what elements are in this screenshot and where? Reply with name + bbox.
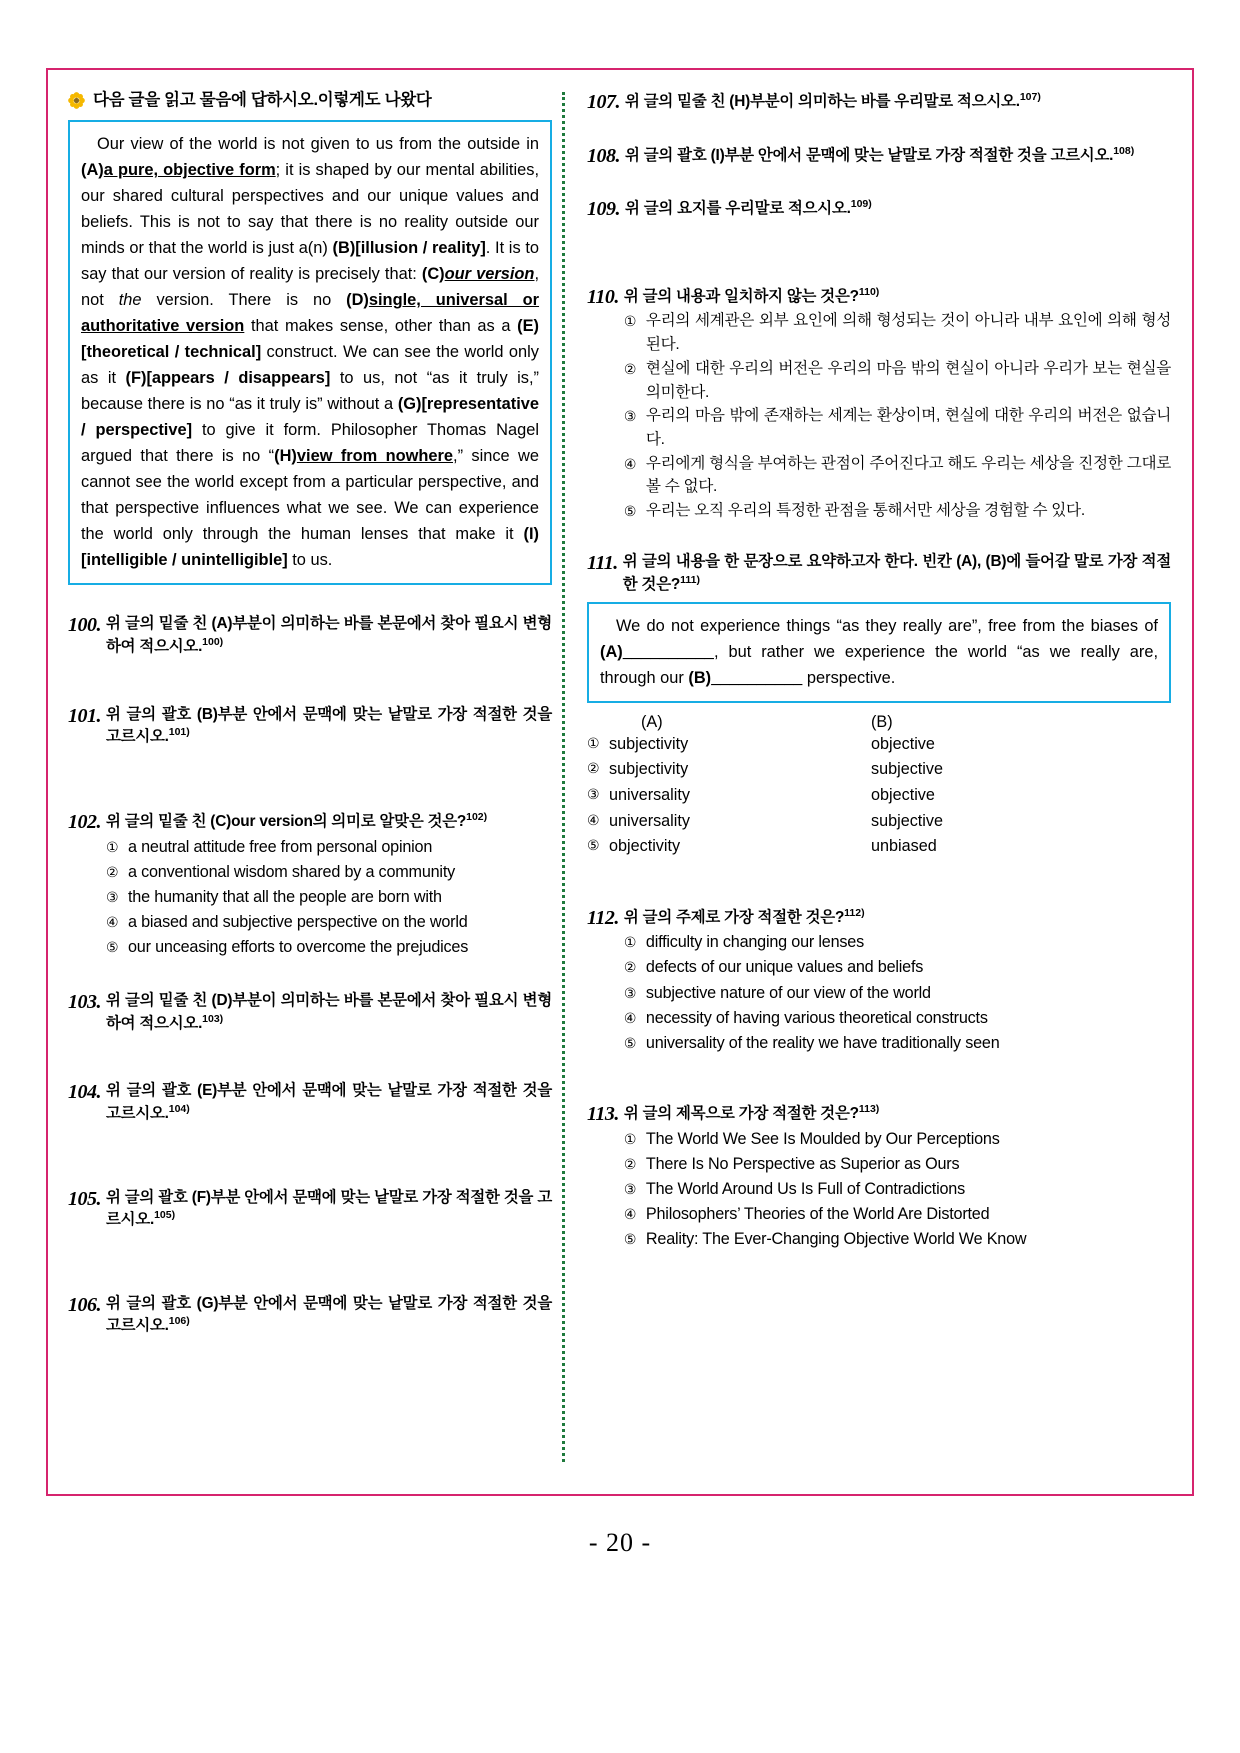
- ab-option-row[interactable]: [587, 732, 1171, 758]
- option-item[interactable]: [624, 1152, 1171, 1177]
- question-number: 102.: [68, 810, 101, 833]
- question-stem: 위 글의 괄호 (I)부분 안에서 문맥에 맞는 낱말로 가장 적절한 것을 고르시오.$^{108)}$: [625, 144, 1135, 164]
- question-stem: 위 글의 주제로 가장 적절한 것은?$^{112)}$: [623, 906, 865, 926]
- question-number: 104.: [68, 1081, 101, 1104]
- ab-option-row[interactable]: [587, 783, 1171, 809]
- question-stem-text: 위 글의 밑줄 친 (A)부분이 의미하는 바를 본문에서 찾아 필요시 변형하여 적으시오.: [106, 615, 552, 656]
- option-marker: ③: [623, 984, 637, 1001]
- question-109: [587, 197, 1171, 223]
- passage-run: ,” since we cannot see the world except from a particular perspective, and that perspective influences what we see. We can experience the world only through the human lenses that make it: [81, 447, 539, 544]
- question-102: [68, 810, 552, 960]
- question-100: [68, 613, 552, 657]
- option-text: the humanity that all the people are born with: [128, 887, 442, 906]
- question-number: 106.: [68, 1293, 101, 1316]
- question-stem: 위 글의 밑줄 친 (H)부분이 의미하는 바를 우리말로 적으시오.$^{107)}$: [625, 91, 1041, 111]
- option-marker: ⑤: [623, 502, 637, 519]
- passage-run: to us, not “as it truly is,” because there is no “as it truly is” without a: [81, 369, 539, 414]
- option-list: [624, 309, 1171, 523]
- ab-option-rows: [587, 732, 1171, 860]
- left-column: [46, 68, 562, 1496]
- passage-label: (E)[theoretical / technical]: [81, 317, 540, 362]
- question-footnote: 104): [168, 1102, 190, 1115]
- option-item[interactable]: [624, 955, 1171, 980]
- question-stem: [106, 704, 552, 748]
- reading-passage-text: [81, 131, 539, 573]
- question-stem: [106, 810, 552, 833]
- question-number: 107.: [587, 91, 620, 113]
- question-stem: 위 글의 제목으로 가장 적절한 것은?$^{113)}$: [623, 1102, 880, 1123]
- passage-label: (I)[intelligible / unintelligible]: [81, 525, 539, 570]
- option-text: necessity of having various theoretical constructs: [645, 1008, 988, 1027]
- passage-label: (C): [421, 265, 445, 284]
- option-list: [624, 930, 1171, 1056]
- question-footnote: 113): [858, 1102, 880, 1115]
- ab-column-headers: [587, 713, 1171, 732]
- option-marker: ②: [623, 959, 637, 976]
- option-item[interactable]: [106, 860, 552, 885]
- option-marker: ④: [623, 1009, 637, 1026]
- option-item[interactable]: [624, 404, 1171, 451]
- option-text-a: objectivity: [609, 837, 681, 856]
- option-text-b: objective: [871, 785, 935, 804]
- option-item[interactable]: [106, 885, 552, 910]
- option-marker: ①: [623, 313, 637, 330]
- option-text-a: universality: [609, 785, 690, 804]
- option-item[interactable]: [624, 981, 1171, 1006]
- option-text: 우리의 마음 밖에 존재하는 세계는 환상이며, 현실에 대한 우리의 버전은 없습니다.: [645, 407, 1171, 448]
- question-stem-text: 위 글의 괄호 (G)부분 안에서 문맥에 맞는 낱말로 가장 적절한 것을 고르시오.: [106, 1294, 552, 1335]
- question-113: [587, 1102, 1171, 1252]
- option-list: [624, 1127, 1171, 1253]
- option-marker: ③: [587, 785, 600, 802]
- question-stem: [106, 1080, 552, 1124]
- ab-option-row[interactable]: [587, 757, 1171, 783]
- summary-box: [587, 602, 1171, 703]
- answer-blank: __________: [711, 668, 803, 687]
- option-text-a: subjectivity: [609, 760, 689, 779]
- passage-run: version. There is no: [141, 291, 347, 310]
- passage-label: (F)[appears / disappears]: [125, 369, 331, 388]
- question-number: 113.: [587, 1102, 619, 1125]
- option-item[interactable]: [624, 309, 1171, 356]
- option-item[interactable]: [624, 452, 1171, 499]
- answer-blank: __________: [622, 642, 714, 661]
- reading-passage-box: [68, 120, 552, 585]
- option-item[interactable]: [106, 935, 552, 960]
- spacer: [68, 748, 552, 810]
- spacer: [68, 960, 552, 990]
- passage-italic: the: [118, 291, 142, 310]
- option-text-b: unbiased: [871, 837, 937, 856]
- page-content: [46, 68, 1194, 1496]
- passage-run: Our view of the world is not given to us from the outside in: [97, 135, 539, 154]
- option-marker: ④: [587, 811, 600, 828]
- option-marker: ①: [106, 838, 119, 855]
- question-111: [587, 551, 1171, 595]
- passage-run: construct. We can see the world only as it: [81, 343, 539, 388]
- option-item[interactable]: [624, 1177, 1171, 1202]
- option-item[interactable]: [624, 1227, 1171, 1252]
- option-text: Philosophers’ Theories of the World Are Distorted: [645, 1204, 990, 1223]
- question-104: [68, 1080, 552, 1124]
- passage-label: (A): [600, 642, 623, 661]
- question-stem-text: 위 글의 괄호 (E)부분 안에서 문맥에 맞는 낱말로 가장 적절한 것을 고르시오.: [106, 1082, 552, 1123]
- option-text: Reality: The Ever-Changing Objective World We Know: [645, 1230, 1027, 1249]
- question-footnote: 112): [844, 906, 865, 919]
- passage-run: that makes sense, other than as a: [244, 317, 518, 336]
- question-footnote: 101): [168, 726, 190, 739]
- question-footnote: 103): [202, 1012, 224, 1025]
- question-footnote: 107): [1019, 91, 1041, 103]
- option-text: universality of the reality we have traditionally seen: [645, 1033, 1000, 1052]
- passage-run: perspective.: [802, 668, 896, 687]
- option-text: a biased and subjective perspective on the world: [128, 912, 468, 931]
- question-110: [587, 285, 1171, 524]
- option-text: The World Around Us Is Full of Contradictions: [645, 1179, 965, 1198]
- option-item[interactable]: [624, 357, 1171, 404]
- passage-run: ; it is shaped by our mental abilities, our shared cultural perspectives and our unique values and beliefs. This is not to say that there is no reality outside our minds or that the world is just a(n): [81, 161, 539, 258]
- question-footnote: 105): [154, 1209, 176, 1222]
- passage-run: , not: [81, 265, 540, 310]
- question-stem: 위 글의 내용을 한 문장으로 요약하고자 한다. 빈칸 (A), (B)에 들어갈 말로 가장 적절한 것은?$^{111)}$: [622, 553, 1171, 594]
- passage-run: . It is to say that our version of reality is precisely that:: [81, 239, 539, 284]
- question-stem: 위 글의 내용과 일치하지 않는 것은?$^{110)}$: [623, 285, 880, 305]
- option-text: a neutral attitude free from personal opinion: [128, 837, 433, 856]
- option-marker: ⑤: [623, 1231, 637, 1248]
- question-footnote: 108): [1113, 144, 1135, 157]
- question-number: 112.: [587, 906, 619, 929]
- question-number: 105.: [68, 1187, 101, 1210]
- option-text-b: objective: [871, 734, 935, 753]
- option-marker: ③: [623, 1180, 637, 1197]
- passage-label: (B)[illusion / reality]: [332, 239, 486, 258]
- spacer: [68, 1125, 552, 1187]
- question-stem: [106, 990, 552, 1034]
- option-marker: ①: [623, 934, 637, 951]
- question-112: [587, 906, 1171, 1056]
- right-column: [565, 68, 1193, 1496]
- passage-underlined-phrase: view from nowhere: [296, 447, 454, 466]
- option-item[interactable]: [106, 835, 552, 860]
- option-text-a: universality: [609, 811, 690, 830]
- option-list: [106, 835, 552, 961]
- question-stem-text: 위 글의 밑줄 친 (D)부분이 의미하는 바를 본문에서 찾아 필요시 변형하여 적으시오.: [106, 992, 552, 1032]
- instruction-line: [68, 90, 552, 111]
- question-number: 100.: [68, 614, 101, 637]
- option-marker: ②: [106, 863, 119, 880]
- question-footnote: 110): [858, 285, 880, 298]
- option-text: The World We See Is Moulded by Our Perceptions: [645, 1129, 1000, 1148]
- question-number: 110.: [587, 285, 619, 308]
- passage-label: (G)[representative / perspective]: [81, 395, 539, 440]
- option-text-b: subjective: [871, 811, 943, 830]
- question-stem-text: 위 글의 밑줄 친 (C)our version의 의미로 알맞은 것은?: [106, 813, 467, 831]
- passage-underlined-phrase: a pure, objective form: [103, 161, 276, 180]
- option-text-a: subjectivity: [609, 734, 689, 753]
- spacer: [68, 1337, 552, 1377]
- passage-run: to us.: [287, 551, 333, 570]
- question-stem-text: 위 글의 괄호 (B)부분 안에서 문맥에 맞는 낱말로 가장 적절한 것을 고르시오.: [106, 705, 552, 746]
- option-marker: ②: [623, 1155, 637, 1172]
- passage-run: to give it form. Philosopher Thomas Nagel argued that there is no “: [81, 421, 539, 466]
- option-item[interactable]: [624, 499, 1171, 524]
- summary-text: [600, 613, 1158, 691]
- question-stem-text: 위 글의 괄호 (F)부분 안에서 문맥에 맞는 낱말로 가장 적절한 것을 고르시오.: [106, 1188, 552, 1229]
- passage-run: We do not experience things “as they really are”, free from the biases of: [616, 616, 1158, 635]
- option-text: 현실에 대한 우리의 버전은 우리의 마음 밖의 현실이 아니라 우리가 보는 현실을 의미한다.: [645, 359, 1171, 401]
- option-marker: ④: [623, 455, 637, 472]
- question-101: [68, 704, 552, 748]
- option-text: 우리에게 형식을 부여하는 관점이 주어진다고 해도 우리는 세상을 진정한 그대로 볼 수 없다.: [645, 454, 1171, 496]
- option-text: subjective nature of our view of the world: [645, 983, 931, 1002]
- option-item[interactable]: [624, 1202, 1171, 1227]
- option-item[interactable]: [106, 910, 552, 935]
- ab-option-row[interactable]: [587, 809, 1171, 835]
- question-number: 111.: [587, 552, 618, 575]
- spacer: [68, 658, 552, 704]
- question-stem: 위 글의 요지를 우리말로 적으시오.$^{109)}$: [625, 198, 872, 218]
- option-text: 우리는 오직 우리의 특정한 관점을 통해서만 세상을 경험할 수 있다.: [645, 501, 1085, 519]
- option-item[interactable]: [624, 1006, 1171, 1031]
- option-text: difficulty in changing our lenses: [645, 933, 864, 952]
- question-number: 109.: [587, 198, 620, 221]
- option-marker: ⑤: [623, 1034, 637, 1051]
- question-105: [68, 1187, 552, 1231]
- instruction-text: 다음 글을 읽고 물음에 답하시오.이렇게도 나왔다: [93, 91, 432, 109]
- option-marker: ⑤: [106, 939, 119, 956]
- passage-label: (B): [688, 668, 712, 687]
- passage-label: (D): [346, 291, 369, 310]
- column-a-header: (A): [641, 712, 663, 731]
- passage-run: , but rather we experience the world “as we really are, through our: [600, 642, 1158, 687]
- question-number: 101.: [68, 704, 101, 727]
- question-number: 103.: [68, 991, 101, 1014]
- question-footnote: 102): [466, 810, 488, 823]
- question-number: 108.: [587, 144, 620, 167]
- question-stem: [106, 613, 552, 657]
- passage-underlined-phrase: our version: [444, 265, 535, 284]
- option-marker: ③: [106, 888, 119, 905]
- option-text: a conventional wisdom shared by a community: [128, 862, 456, 881]
- option-marker: ④: [106, 913, 119, 930]
- option-marker: ④: [623, 1205, 637, 1222]
- question-103: [68, 990, 552, 1034]
- question-stem: [106, 1187, 552, 1231]
- option-marker: ①: [587, 734, 600, 751]
- option-text: 우리의 세계관은 외부 요인에 의해 형성되는 것이 아니라 내부 요인에 의해 형성된다.: [645, 312, 1171, 354]
- option-text-b: subjective: [871, 760, 943, 779]
- passage-label: (A): [81, 161, 104, 180]
- column-b-header: (B): [871, 712, 893, 731]
- flower-icon: [68, 92, 85, 109]
- question-footnote: 109): [850, 198, 872, 211]
- option-text: defects of our unique values and beliefs: [645, 958, 924, 977]
- passage-underlined-phrase: single, universal or authoritative version: [81, 291, 540, 336]
- question-106: [68, 1293, 552, 1337]
- option-text: our unceasing efforts to overcome the prejudices: [128, 938, 469, 957]
- question-footnote: 106): [168, 1315, 190, 1328]
- ab-option-row[interactable]: [587, 834, 1171, 860]
- option-marker: ⑤: [587, 837, 600, 854]
- option-item[interactable]: [624, 1031, 1171, 1056]
- page-footer: [0, 1528, 1240, 1558]
- left-question-list: [68, 613, 552, 1377]
- question-footnote: 111): [680, 574, 700, 587]
- question-stem: [106, 1293, 552, 1337]
- question-footnote: 100): [202, 636, 224, 648]
- spacer: [68, 1231, 552, 1293]
- option-marker: ③: [623, 408, 637, 425]
- spacer: [68, 1034, 552, 1080]
- option-marker: ②: [587, 760, 600, 777]
- page-number: - 20 -: [588, 1528, 652, 1557]
- question-108: [587, 144, 1171, 170]
- question-107: [587, 90, 1171, 116]
- option-marker: ②: [623, 360, 637, 377]
- option-marker: ①: [623, 1130, 637, 1147]
- option-item[interactable]: [624, 1127, 1171, 1152]
- passage-label: (H): [274, 447, 297, 466]
- option-text: There Is No Perspective as Superior as Ours: [645, 1154, 960, 1173]
- option-item[interactable]: [624, 930, 1171, 955]
